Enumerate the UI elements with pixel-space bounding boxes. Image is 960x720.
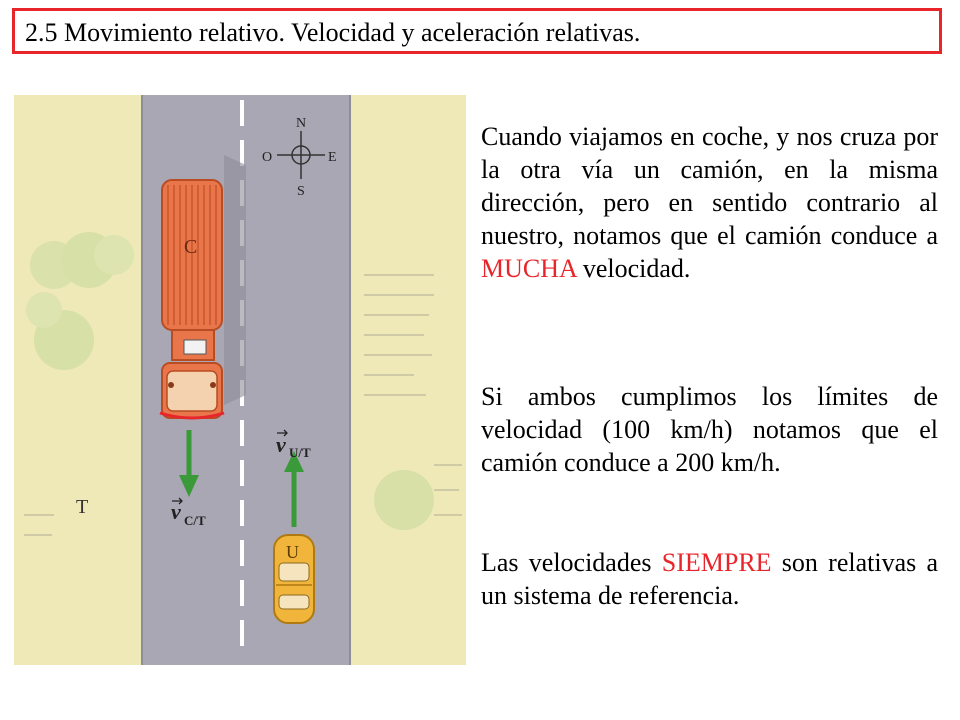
title-frame bbox=[12, 8, 942, 54]
truck-label: C bbox=[184, 236, 198, 258]
truck-vector-symbol: v bbox=[171, 499, 181, 524]
truck-shadow bbox=[224, 155, 246, 405]
paragraph-truck-passing bbox=[481, 120, 938, 285]
page-title: 2.5 Movimiento relativo. Velocidad y aceleración relativas. bbox=[25, 18, 641, 47]
car-label: U bbox=[286, 542, 299, 562]
compass-west: O bbox=[262, 150, 273, 165]
p3-highlight: SIEMPRE bbox=[661, 548, 772, 577]
compass-north: N bbox=[296, 116, 307, 131]
paragraph-relative-velocities bbox=[481, 546, 938, 612]
paragraph-speed-limits: Si ambos cumplimos los límites de velocidad (100 km/h) notamos que el camión conduce a 200 km/h. bbox=[481, 382, 938, 477]
car-vector-symbol: v bbox=[276, 432, 286, 457]
car-vector-subscript: U/T bbox=[289, 445, 311, 460]
compass-east: E bbox=[328, 150, 337, 165]
p3-text-start: Las velocidades bbox=[481, 548, 662, 577]
truck-icon bbox=[160, 180, 224, 418]
relative-motion-illustration bbox=[14, 95, 466, 665]
p1-highlight: MUCHA bbox=[481, 254, 577, 283]
compass-south: S bbox=[297, 184, 305, 199]
p3-text-end: son relativas a un sistema de referencia. bbox=[481, 548, 939, 610]
p1-text-start: Cuando viajamos en coche, y nos cruza por la otra vía un camión, en la misma dirección, pero en sentido contrario al nuestro, notamos que el camión conduce a bbox=[481, 122, 938, 250]
truck-vector-subscript: C/T bbox=[184, 513, 206, 528]
illustration-svg bbox=[14, 95, 466, 665]
p1-text-end: velocidad. bbox=[576, 254, 691, 283]
ground-frame-label: T bbox=[76, 496, 89, 518]
